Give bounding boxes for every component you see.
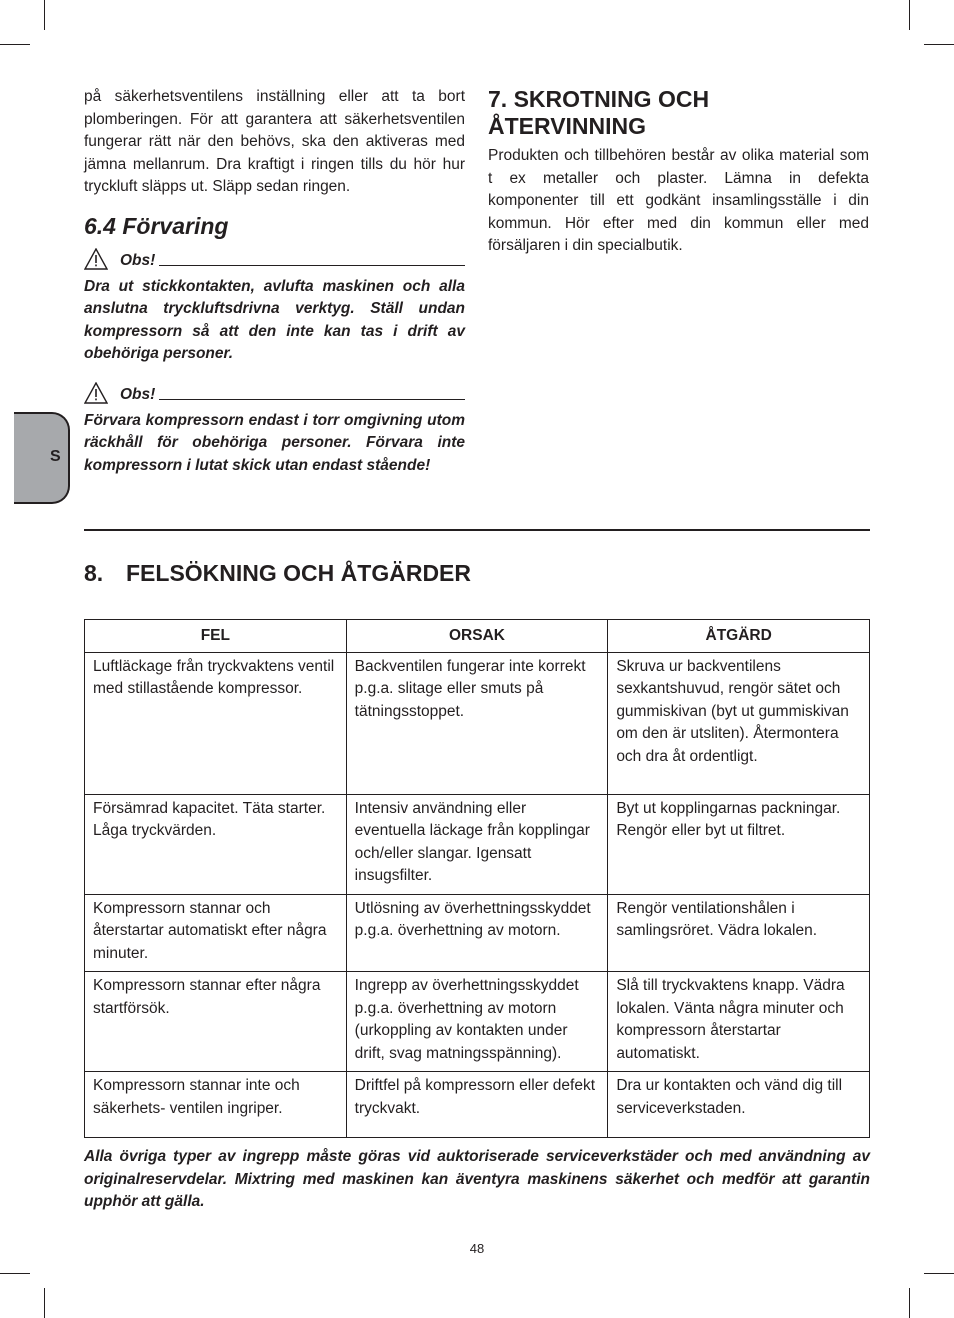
column-header-fel: FEL — [85, 620, 347, 653]
footer-note: Alla övriga typer av ingrepp måste göras vid auktoriserade serviceverkstäder och med användning av originalreservdelar. Mixtring med maskinen kan äventyra maskinens säkerhet och medför att garantin upphör att gälla. — [84, 1148, 870, 1210]
table-cell: Kompressorn stannar efter några startförsök. — [85, 972, 347, 1072]
section-divider — [84, 529, 870, 531]
obs-header — [84, 248, 465, 270]
crop-mark — [924, 1273, 954, 1274]
language-tab — [14, 412, 70, 504]
obs-label: Obs! — [120, 385, 156, 403]
table-cell: Backventilen fungerar inte korrekt p.g.a. slitage eller smuts på tätningsstoppet. — [346, 652, 608, 794]
table-cell: Rengör ventilationshålen i samlingsröret. Vädra lokalen. — [608, 894, 870, 972]
section-8-number: 8. — [84, 560, 104, 586]
section-8-heading: FELSÖKNING OCH ÅTGÄRDER — [126, 560, 471, 586]
table-header-row — [85, 620, 870, 653]
obs-text: Förvara kompressorn endast i torr omgivning utom räckhåll för obehöriga personer. Förvara inte kompressorn i lutat skick utan endast stående! — [84, 411, 465, 474]
table-cell: Försämrad kapacitet. Täta starter. Låga tryckvärden. — [85, 794, 347, 894]
crop-mark — [0, 1273, 30, 1274]
table-row — [85, 972, 870, 1072]
table-cell: Driftfel på kompressorn eller defekt tryckvakt. — [346, 1072, 608, 1138]
obs-underline — [159, 265, 465, 266]
section-6-4-title: 6.4 Förvaring — [84, 212, 229, 239]
table-row — [85, 894, 870, 972]
table-cell: Kompressorn stannar och återstartar automatiskt efter några minuter. — [85, 894, 347, 972]
table-row — [85, 652, 870, 794]
table-cell: Luftläckage från tryckvaktens ventil med stillastående kompressor. — [85, 652, 347, 794]
table-row — [85, 1072, 870, 1138]
obs-underline — [159, 399, 465, 400]
crop-mark — [924, 44, 954, 45]
crop-mark — [909, 0, 910, 30]
warning-triangle-icon — [84, 248, 108, 270]
section-7-text: Produkten och tillbehören består av olika material som t ex metaller och plaster. Lämna in defekta komponenter till ett godkänt insamlingsställe i din kommun. Hör efter med din kommun eller med försäljaren i din specialbutik. — [488, 147, 869, 254]
table-cell: Skruva ur backventilens sexkantshuvud, rengör sätet och gummiskivan (byt ut gummiskivan om den är utsliten). Återmontera och dra åt ordentligt. — [608, 652, 870, 794]
warning-triangle-icon — [84, 382, 108, 404]
crop-mark — [44, 0, 45, 30]
crop-mark — [909, 1288, 910, 1318]
section-8-title — [84, 560, 471, 587]
language-tab-label: S — [50, 448, 61, 465]
table-cell: Utlösning av överhettningsskyddet p.g.a. överhettning av motorn. — [346, 894, 608, 972]
table-cell: Kompressorn stannar inte och säkerhets- ventilen ingriper. — [85, 1072, 347, 1138]
troubleshooting-table — [84, 619, 870, 1138]
column-header-orsak: ORSAK — [346, 620, 608, 653]
table-cell: Byt ut kopplingarnas packningar. Rengör eller byt ut filtret. — [608, 794, 870, 894]
table-cell: Ingrepp av överhettningsskyddet p.g.a. överhettning av motorn (urkoppling av kontakten under drift, svag matningsspänning). — [346, 972, 608, 1072]
table-row — [85, 794, 870, 894]
obs-header — [84, 382, 465, 404]
intro-paragraph: på säkerhetsventilens inställning eller att ta bort plomberingen. För att garantera att säkerhetsventilen fungerar rätt när den behövs, ska den aktiveras med jämna mellanrum. Dra kraftigt i ringen tills du hör hur tryckluft släpps ut. Släpp sedan ringen. — [84, 88, 465, 195]
right-column — [488, 86, 869, 258]
crop-mark — [0, 44, 30, 45]
page-number: 48 — [469, 1241, 485, 1256]
table-cell: Dra ur kontakten och vänd dig till serviceverkstaden. — [608, 1072, 870, 1138]
crop-mark — [44, 1288, 45, 1318]
obs-text: Dra ut stickkontakten, avlufta maskinen och alla anslutna tryckluftsdrivna verktyg. Ställ undan kompressorn så att den inte kan tas i drift av obehöriga personer. — [84, 277, 465, 362]
obs-label: Obs! — [120, 251, 156, 269]
table-cell: Intensiv användning eller eventuella läckage från kopplingar och/eller slangar. Igensatt insugsfilter. — [346, 794, 608, 894]
column-header-atgard: ÅTGÄRD — [608, 620, 870, 653]
section-7-title: 7. SKROTNING OCH ÅTERVINNING — [488, 86, 710, 139]
table-cell: Slå till tryckvaktens knapp. Vädra lokalen. Vänta några minuter och kompressorn återstartar automatiskt. — [608, 972, 870, 1072]
left-column — [84, 86, 465, 477]
